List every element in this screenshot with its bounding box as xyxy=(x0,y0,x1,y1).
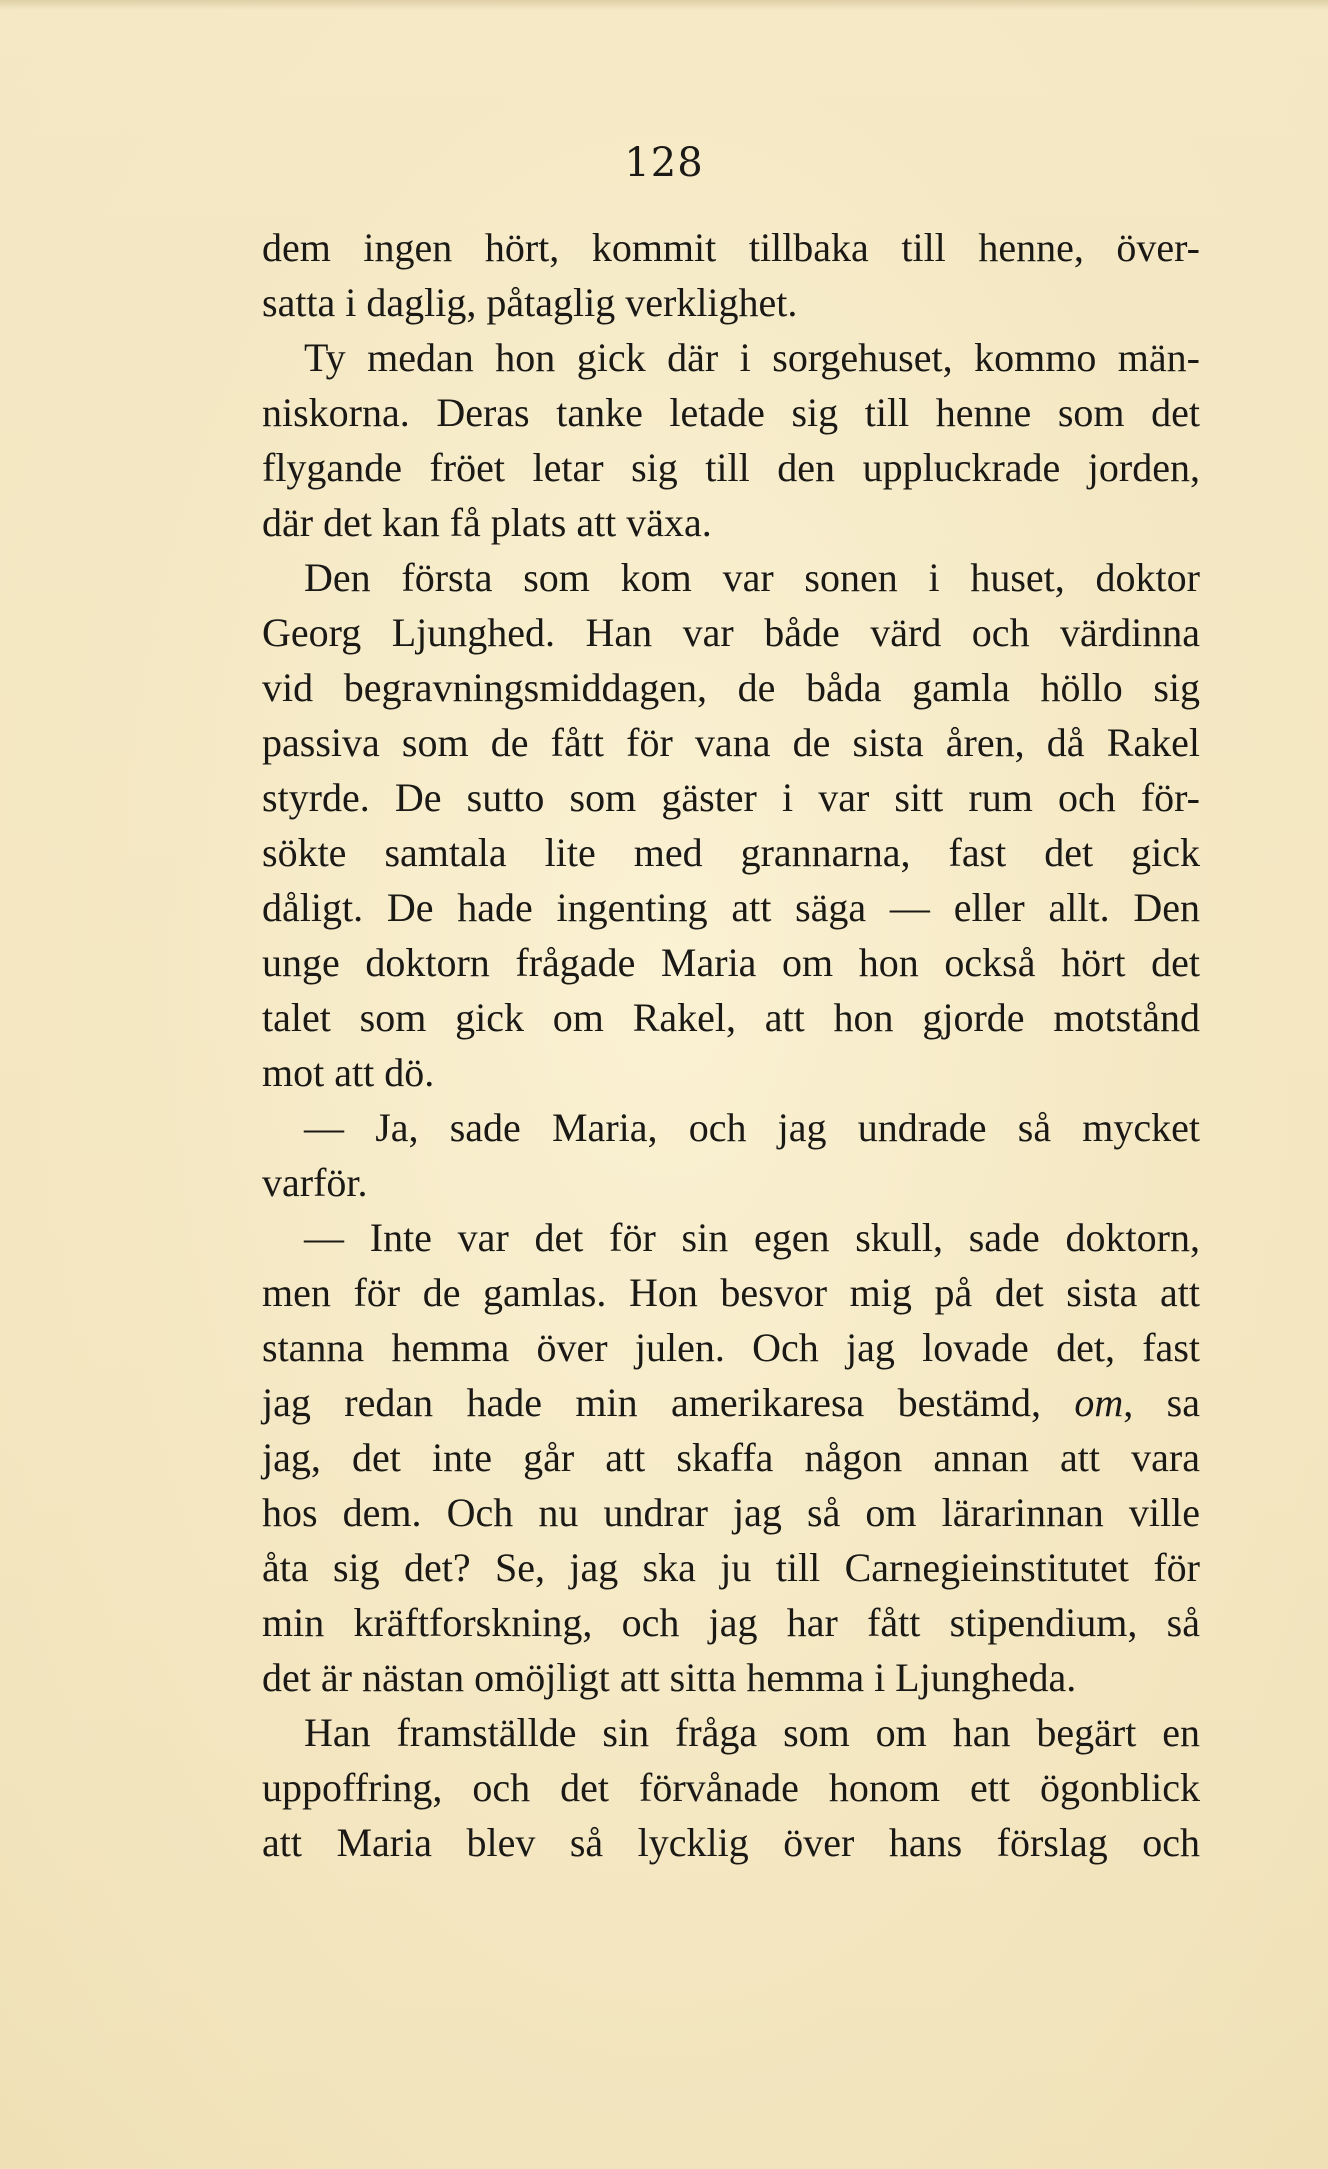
text-line: där det kan få plats att växa. xyxy=(262,500,712,545)
text-line: mot att dö. xyxy=(262,1050,435,1095)
text-line: varför. xyxy=(262,1160,368,1205)
text-line: passiva som de fått för vana de sista åren, då Rakel xyxy=(262,720,1200,765)
text-line: Han framställde sin fråga som om han begärt en xyxy=(304,1710,1200,1755)
text-line: Georg Ljunghed. Han var både värd och värdinna xyxy=(262,610,1200,655)
text-line: Den första som kom var sonen i huset, doktor xyxy=(304,555,1200,600)
text-line: min kräftforskning, och jag har fått stipendium, så xyxy=(262,1600,1200,1645)
text-line: vid begravningsmiddagen, de båda gamla höllo sig xyxy=(262,665,1200,710)
text-line: niskorna. Deras tanke letade sig till henne som det xyxy=(262,390,1200,435)
text-line: jag, det inte går att skaffa någon annan att vara xyxy=(262,1435,1200,1480)
page-number: 128 xyxy=(624,140,704,186)
text-line: dem ingen hört, kommit tillbaka till henne, över- xyxy=(262,225,1200,270)
text-line: stanna hemma över julen. Och jag lovade det, fast xyxy=(262,1325,1200,1370)
text-line: Ty medan hon gick där i sorgehuset, kommo män- xyxy=(304,335,1200,380)
text-line: — Ja, sade Maria, och jag undrade så mycket xyxy=(304,1105,1200,1150)
page-edge-shadow xyxy=(0,0,1328,10)
text-line: unge doktorn frågade Maria om hon också hört det xyxy=(262,940,1200,985)
text-line: men för de gamlas. Hon besvor mig på det sista att xyxy=(262,1270,1200,1315)
text-line: det är nästan omöjligt att sitta hemma i Ljungheda. xyxy=(262,1655,1077,1700)
text-line: att Maria blev så lycklig över hans förslag och xyxy=(262,1820,1200,1865)
text-line: talet som gick om Rakel, att hon gjorde motstånd xyxy=(262,995,1200,1040)
text-line: hos dem. Och nu undrar jag så om lärarinnan ville xyxy=(262,1490,1200,1535)
text-line: flygande fröet letar sig till den uppluckrade jorden, xyxy=(262,445,1200,490)
text-line: — Inte var det för sin egen skull, sade doktorn, xyxy=(304,1215,1200,1260)
emphasis-word: om xyxy=(1074,1380,1124,1425)
text-line: satta i daglig, påtaglig verklighet. xyxy=(262,280,798,325)
text-line: sökte samtala lite med grannarna, fast det gick xyxy=(262,830,1200,875)
text-line: åta sig det? Se, jag ska ju till Carnegieinstitutet för xyxy=(262,1545,1200,1590)
body-text xyxy=(262,220,1200,1870)
text-line: jag redan hade min amerikaresa bestämd, om, sa xyxy=(262,1380,1200,1425)
text-line: styrde. De sutto som gäster i var sitt rum och för- xyxy=(262,775,1200,820)
text-line: uppoffring, och det förvånade honom ett ögonblick xyxy=(262,1765,1200,1810)
text-line: dåligt. De hade ingenting att säga — eller allt. Den xyxy=(262,885,1200,930)
